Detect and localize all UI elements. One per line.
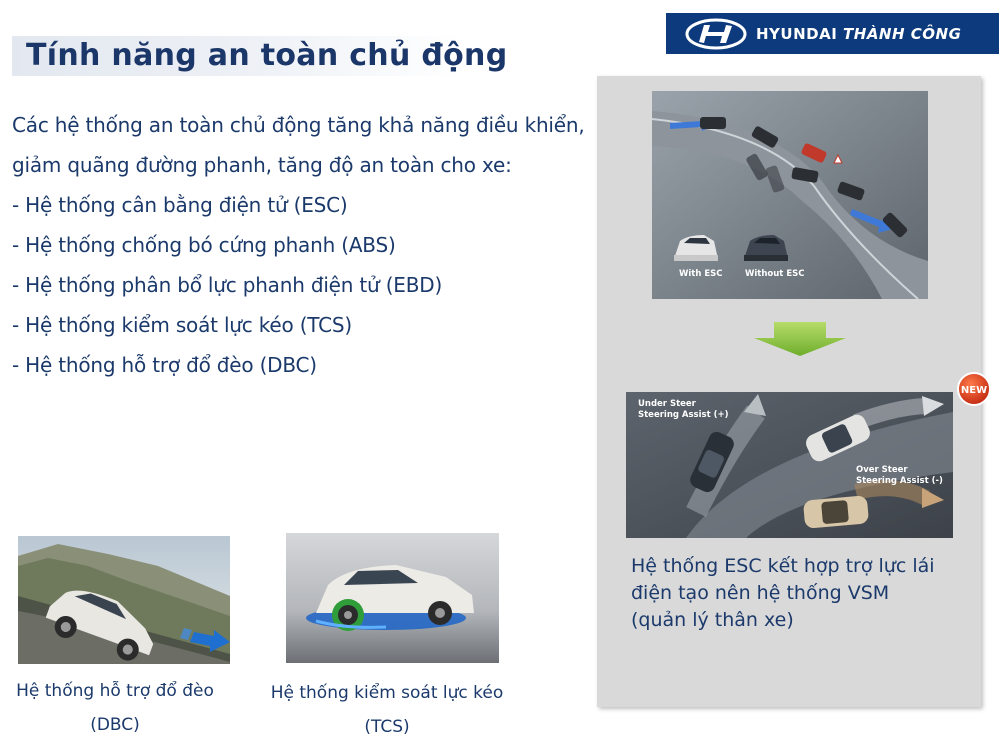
dbc-caption: Hệ thống hỗ trợ đổ đèo (DBC) bbox=[16, 681, 214, 735]
over-steer-assist-label: Steering Assist (-) bbox=[856, 476, 943, 486]
svg-text:NEW: NEW bbox=[960, 385, 988, 396]
brand-logo bbox=[666, 13, 999, 54]
esc-illustration bbox=[652, 91, 928, 299]
list-item-dbc: - Hệ thống hỗ trợ đổ đèo (DBC) bbox=[12, 353, 317, 377]
dbc-photo bbox=[18, 536, 230, 664]
list-item-tcs: - Hệ thống kiểm soát lực kéo (TCS) bbox=[12, 313, 353, 337]
intro-line: giảm quãng đường phanh, tăng độ an toàn cho xe: bbox=[12, 153, 512, 177]
with-esc-label: With ESC bbox=[679, 269, 723, 279]
under-steer-assist-label: Steering Assist (+) bbox=[638, 410, 729, 420]
page-title: Tính năng an toàn chủ động bbox=[26, 38, 508, 73]
intro-line: Các hệ thống an toàn chủ động tăng khả năng điều khiển, bbox=[12, 113, 585, 137]
intro-text bbox=[12, 105, 602, 385]
vsm-illustration bbox=[626, 392, 953, 538]
brand-name: HYUNDAI THÀNH CÔNG bbox=[756, 24, 962, 43]
arrow-down-icon bbox=[754, 322, 846, 356]
list-item-esc: - Hệ thống cân bằng điện tử (ESC) bbox=[12, 193, 348, 217]
new-badge-icon bbox=[955, 370, 993, 408]
tcs-photo bbox=[286, 533, 499, 663]
tcs-caption: Hệ thống kiểm soát lực kéo (TCS) bbox=[270, 683, 504, 737]
list-item-ebd: - Hệ thống phân bổ lực phanh điện tử (EBD) bbox=[12, 273, 443, 297]
list-item-abs: - Hệ thống chống bó cứng phanh (ABS) bbox=[12, 233, 396, 257]
over-steer-label: Over Steer bbox=[856, 465, 908, 475]
under-steer-label: Under Steer bbox=[638, 399, 696, 409]
vsm-caption: Hệ thống ESC kết hợp trợ lực lái điện tạo nên hệ thống VSM (quản lý thân xe) bbox=[631, 555, 935, 631]
hyundai-logo-icon bbox=[684, 18, 748, 50]
without-esc-label: Without ESC bbox=[745, 269, 805, 279]
